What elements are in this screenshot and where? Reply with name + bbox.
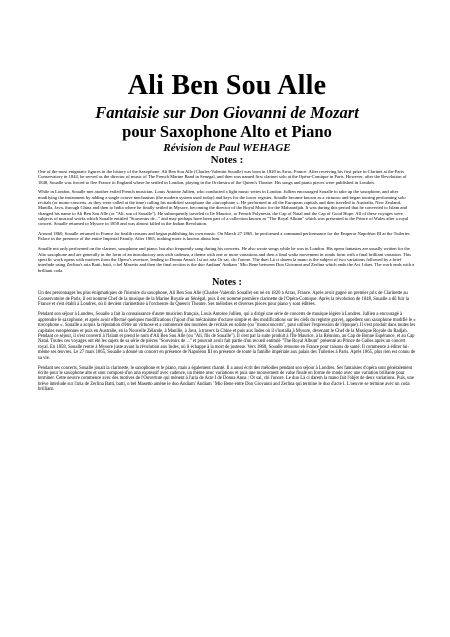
french-note-paragraph: Un des personnages les plus énigmatiques de l'histoire du saxophone, Ali Ben Sou Alle (Charles-Valentin Soualle) est né en 1820 à Arras, France. Après avoir gagné un premier prix de Clarinette au Conservatoire de Paris, il est nommé Chef de la musique de la Marine Royale au Sénégal, puis il est nommé première clarinette de l'Opéra-Comique. Après la révolution de 1848, Soualle a dû fuir la France et s'est établi à Londres, où il devient clarinettiste à l'orchestre du Queen's Theatre. Ses mélodies et diverses pièces pour piano y sont éditées. xyxy=(38,291,409,308)
notes-heading-french: Notes : xyxy=(212,277,242,289)
french-note-paragraph: Pendant son séjour à Londres, Soualle a fait la connaissance d'autre musicien français, Louis Antoine Jullien, qui a dirigé une série de concerts de musique légère à Londres. Jullien a encouragé à apprendre le saxophone, et après avoir effectué quelques modifications (l'ajout d'un mécanisme d'octave simple et des modifications sur les clefs du registre grave), appellent son saxophone modifié le « turcophone ». Soualle a acquis la réputation d'être un virtuose et a commencé des tournées de récitals en soliste (ou "monoconcerts", pour utiliser l'expression de l'époque). Il s'est produit dans toutes les capitales européennes et puis en Australie, en la Nouvelle Zélande, à Manille, à Java, à travers la Chine et puis aux Indes où il s'installa à Mysore, devenant le Chef de la Musique Royale du Radjah. Pendant ce séjour, il s'est converti à l'Islam et prend le nom d'Ali Ben Sou Alle (ou "Ali, fils de Soualle"). Il s'est par la suite produit à l'Île Maurice, à la Réunion, au Cap de Bonne Espérance, et au Cap Natal. Toutes ces voyages ont été les sujets de sa série de pièces "Souvenirs de ..." et pourrait avoir fait partie d'un recueil entitulé "The Royal Album" présenté au Prince de Galles après un concert royal. En 1858, Soualle rentre à Mysore juste avant la révolution aux Indes, où il échappe à la mort de justesse. Vers 1860, Soualle retourne en France pour raisons de santé. Il commence à éditer lui-même ses œuvres. Le 27 mars 1865, Soualle a donné un concert en présence de Napoléon III en présence de toute la famille impériale aux palais des Tuileries à Paris. Après 1865, plus rien est connu de sa vie. xyxy=(38,312,416,361)
english-note-paragraph: Around 1860, Soualle returned to France for health reasons and began publishing his own music. On March 27 1865, he performed a command performance for the Emperor Napoléon III at the Tuileries Palace in the presence of the entire Imperial Family. After 1865, nothing more is known about him. xyxy=(38,231,410,242)
english-note-paragraph: One of the most enigmatic figures in the history of the Saxophone, Ali Ben Sou Alle (Charles-Valentin Soualle) was born in 1820 in Arras, France. After receiving his first prize in Clarinet at the Paris Conservatory in 1844, he served as the director of music of The French Marine Band in Senegal, and then was named first clarinet solo at the Opéra-Comique in Paris. However, after the Revolution of 1848, Soualle was forced to flee France to England where he settled in London, playing in the Orchestra of the Queen's Theatre. His songs and piano pieces were published in London. xyxy=(38,169,407,185)
french-note-paragraph: Pendant ses concerts, Soualle jouait la clarinette, le saxophone et le piano, mais a également chanté. Il a aussi écrit des mélodies pendant son séjour à Londres. Ses fantaisies d'opéra sont généralement écrite pour le saxophone alto et sont composé d'un aria expressif avec cadence, un thème avec variations et puis une mouvement de valse finale en forme de rondo avec une variation brillante pour terminer. Cette oeuvre commence avec des motives de l'Ouverture qui mènent à l'aria de Acte I de Donna Anna : Or sai, chi l'onore. Le duo Là ci darem la mano fait l'objet de deux variations. Puis, une brève interlude sur l'aria de Zerlina Batti, batti, o bel Masetto amène le duo Andiam' Andiam ' Mio Bene entre Don Giovanni and Zerlina qui termine le duo d'acte I. L'oeuvre se termine avec un coda brilliant. xyxy=(38,365,414,393)
page-title: Ali Ben Sou Alle xyxy=(127,70,327,101)
notes-heading-english: Notes : xyxy=(210,154,244,166)
work-subtitle: Fantaisie sur Don Giovanni de Mozart xyxy=(95,103,359,122)
revision-credit: Révision de Paul WEHAGE xyxy=(163,142,291,154)
instrumentation: pour Saxophone Alto et Piano xyxy=(122,122,332,141)
english-note-paragraph: While in London, Soualle met another exiled French musician, Louis Antoine Jullien, who conducted a light music series in London. Jullien encouraged Soualle to take up the saxophone, and after modifying the instrument by adding a single octave mechanism (the modern system used today) and keys for the lower register, Soualle became known as a virtuoso and began touring performing solo recitals (or mono-concerts, as they were called at the time) calling his modified saxophone the «turcophone ». He performed in all the European capitals and then traveled to Australia, New Zealand, Manilla, Java, through China and then to India where he finally settled in Mysore, becoming the director of the Royal Music for the Maharadjah. It was during this period that he converted to Islam and changed his name to Ali Ben Sou Alle (or "Ali, son of Soualle"). He subsequently traveled to Ile Maurice, to French Polynesia, the Cap of Natal and the Cap of Good Hope. All of these voyages were subjects of musical works which Soualle entitled "Souvenirs de..." and may perhaps have been part of a collection known as "The Royal Album" which was presented to the Prince of Wales after a royal concert. Soualle returned to Mysore in 1858 and was almost killed in the Indian Revolution. xyxy=(38,189,409,227)
english-note-paragraph: Soualle not only performed on the clarinet, saxophone and piano, but also frequently sang during his concerts. He also wrote songs while he was in London. His opera fantasies are usually written for the Alto saxophone and are generally in the form of an introductory aria with cadenza, a theme with one or more variations and then a final waltz movement in rondo form with a final brilliant variation. This specific work opens with motives from the Opera's overture, leading to Donna Anna's 1st act aria Or sai, chi l'onore. The duet Là ci darem la mano is the subject of two variations followed by a brief interlude using Zerlina's aria Batti, batti, o bel Masetto and then the final section is the duo Andiam' Andiam ' Mio Bene between Don Giovanni and Zerlina which ends the Act I duet. The work ends with a brilliant coda xyxy=(38,246,415,273)
